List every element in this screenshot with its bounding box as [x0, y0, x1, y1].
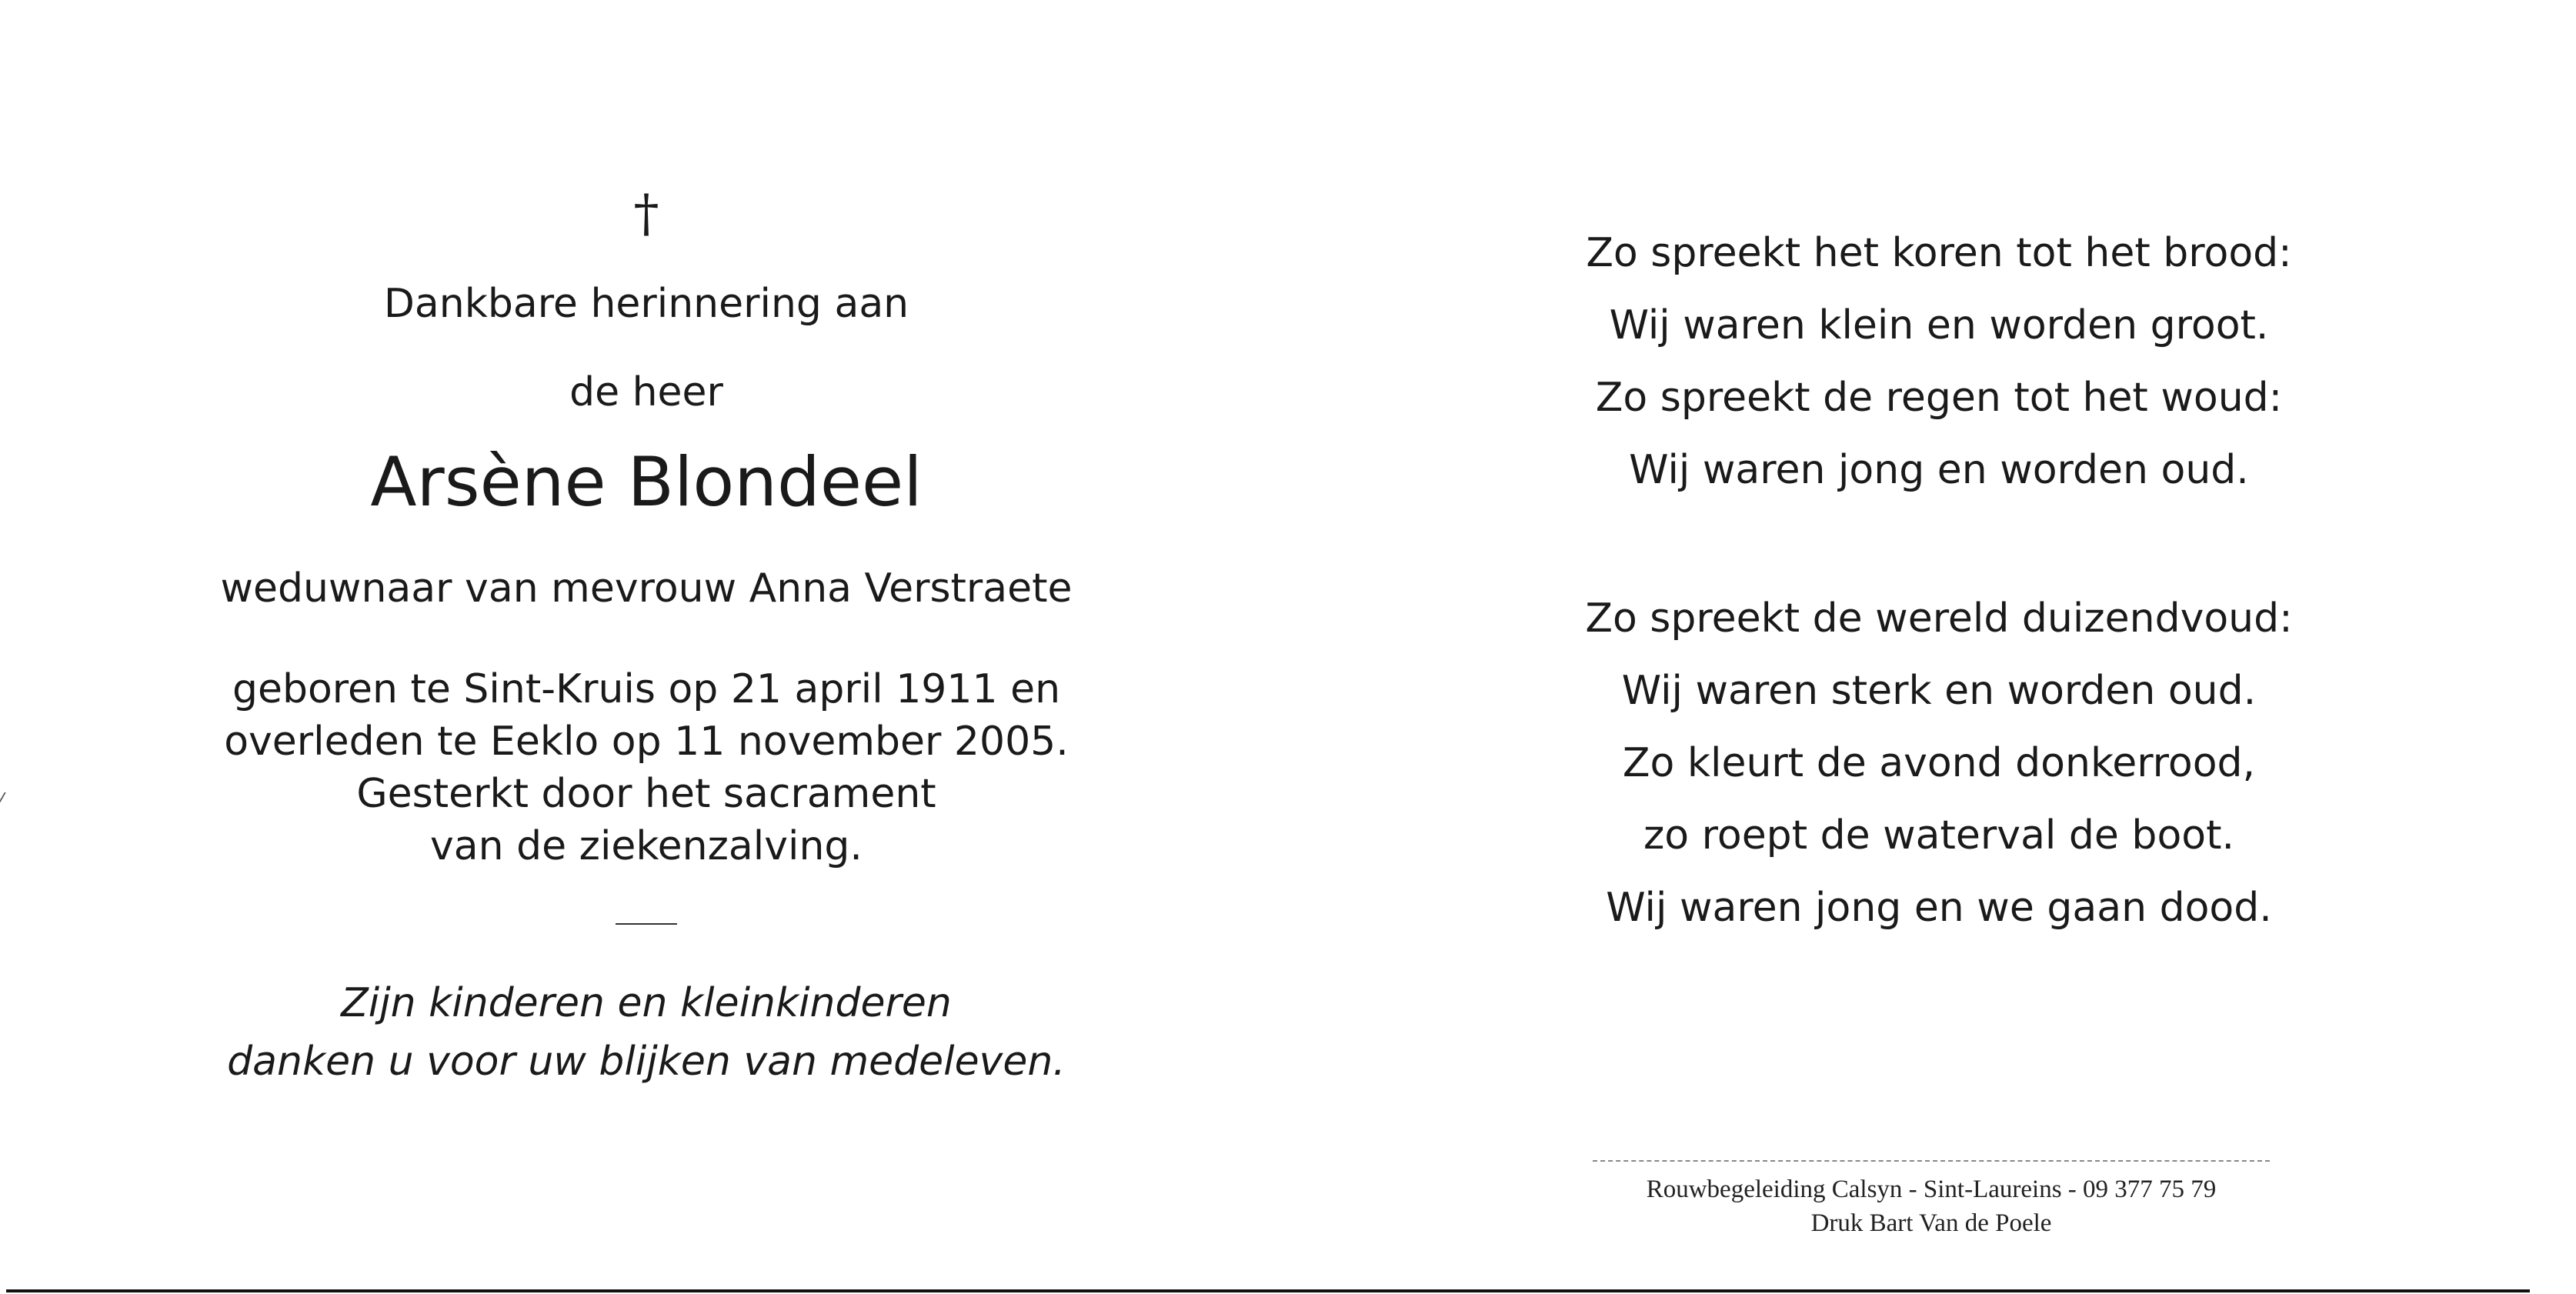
poem-stanza-2: [1462, 582, 2416, 944]
poem-line: zo roept de waterval de boot.: [1643, 812, 2234, 859]
bio-line: van de ziekenzalving.: [430, 823, 863, 869]
printer-line: Druk Bart Van de Poele: [1810, 1209, 2052, 1237]
bottom-border: [6, 1289, 2530, 1292]
poem-line: Zo spreekt de regen tot het woud:: [1595, 375, 2283, 421]
widower-line: weduwnaar van mevrouw Anna Verstraete: [220, 565, 1073, 612]
honorific: de heer: [569, 369, 723, 415]
poem-line: Wij waren klein en worden groot.: [1609, 302, 2269, 349]
deceased-name: Arsène Blondeel: [370, 442, 923, 522]
bio-line: geboren te Sint-Kruis op 21 april 1911 en: [232, 666, 1061, 712]
biography: [138, 663, 1154, 872]
bio-line: Gesterkt door het sacrament: [356, 771, 936, 817]
intro-text: Dankbare herinnering aan: [383, 281, 909, 327]
edge-mark: [0, 792, 17, 808]
poem-line: Zo kleurt de avond donkerrood,: [1622, 740, 2256, 786]
poem-line: Wij waren sterk en worden oud.: [1621, 668, 2257, 714]
footer-divider: [1593, 1160, 2270, 1162]
cross-symbol: †: [633, 184, 659, 243]
thanks-line: danken u voor uw blijken van medeleven.: [227, 1039, 1066, 1085]
thanks-message: [138, 974, 1154, 1091]
poem-line: Wij waren jong en worden oud.: [1629, 447, 2249, 493]
printer-credits: [1523, 1172, 2339, 1240]
bio-line: overleden te Eeklo op 11 november 2005.: [224, 719, 1069, 765]
poem-stanza-1: [1462, 217, 2416, 506]
poem-line: Wij waren jong en we gaan dood.: [1606, 885, 2272, 931]
poem-line: Zo spreekt het koren tot het brood:: [1586, 230, 2292, 276]
funeral-service-line: Rouwbegeleiding Calsyn - Sint-Laureins - 09 377 75 79: [1646, 1176, 2217, 1203]
thanks-line: Zijn kinderen en kleinkinderen: [341, 980, 952, 1026]
separator-dash: [616, 923, 677, 925]
poem-line: Zo spreekt de wereld duizendvoud:: [1585, 595, 2293, 642]
